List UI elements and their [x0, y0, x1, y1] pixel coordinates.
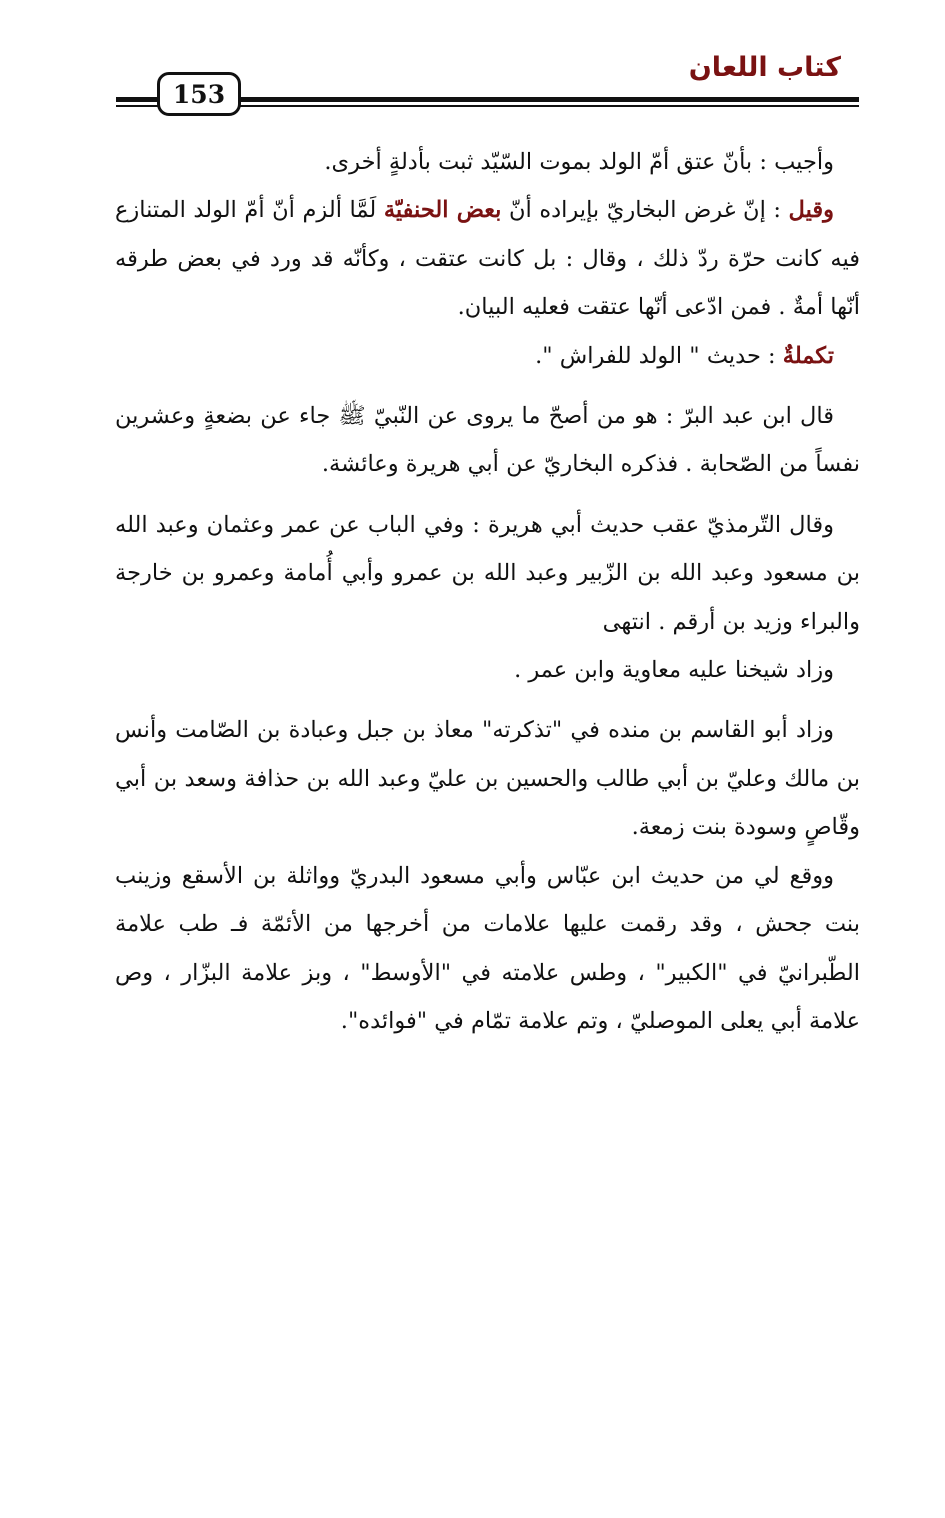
- paragraph-text: قال ابن عبد البرّ : هو من أصحّ ما يروى عن النّبيّ ﷺ جاء عن بضعةٍ وعشرين نفساً من الصّحابة . فذكره البخاريّ عن أبي هريرة وعائشة.: [115, 403, 860, 478]
- paragraph-answer: [115, 138, 860, 186]
- paragraph-ibn-mandah: [115, 706, 860, 851]
- page-body: [115, 138, 860, 1045]
- paragraph-text: وقال التّرمذيّ عقب حديث أبي هريرة : وفي الباب عن عمر وعثمان وعبد الله بن مسعود وعبد الله بن الزّبير وعبد الله بن عمرو وأبي أُمامة وعمرو بن خارجة والبراء وزيد بن أرقم . انتهى: [115, 511, 860, 635]
- paragraph-qila: [115, 186, 860, 331]
- paragraph-lead: تكملةٌ: [782, 342, 834, 369]
- paragraph-emphasis: بعض الحنفيّة: [383, 197, 502, 224]
- paragraph-text: ووقع لي من حديث ابن عبّاس وأبي مسعود البدريّ وواثلة بن الأسقع وزينب بنت جحش ، وقد رقمت عليها علامات من أخرجها من الأئمّة فـ طب علامة الطّبرانيّ في "الكبير" ، وطس علامته في "الأوسط" ، وبز علامة البزّار ، وص علامة أبي يعلى الموصليّ ، وتم علامة تمّام في "فوائده".: [115, 862, 860, 1034]
- page-header: [0, 0, 945, 130]
- paragraph-takmila: [115, 332, 860, 380]
- paragraph-text: : إنّ غرض البخاريّ بإيراده أنّ: [501, 197, 789, 224]
- paragraph-tail: لَمَّا ألزم أنّ أمّ الولد المتنازع فيه كانت حرّة ردّ ذلك ، وقال : بل كانت عتقت ، وكأنّه قد ورد في بعض طرقه أنّها أمةٌ . فمن ادّعى أنّها عتقت فعليه البيان.: [115, 197, 860, 321]
- chapter-title: كتاب اللعان: [688, 52, 841, 83]
- page-number: 153: [157, 72, 241, 116]
- paragraph-ibn-abd-albarr: [115, 392, 860, 489]
- paragraph-waqaa-li: [115, 852, 860, 1046]
- paragraph-lead: وقيل: [788, 197, 834, 224]
- paragraph-text: وأجيب : بأنّ عتق أمّ الولد بموت السّيّد ثبت بأدلةٍ أخرى.: [324, 149, 834, 175]
- paragraph-shaykhuna: [115, 646, 860, 694]
- paragraph-text: : حديث " الولد للفراش ".: [535, 342, 783, 369]
- paragraph-text: وزاد شيخنا عليه معاوية وابن عمر .: [514, 657, 834, 684]
- paragraph-tirmidhi: [115, 501, 860, 646]
- paragraph-text: وزاد أبو القاسم بن منده في "تذكرته" معاذ بن جبل وعبادة بن الصّامت وأنس بن مالك وعليّ بن أبي طالب والحسين بن عليّ وعبد الله بن حذافة وسعد بن أبي وقّاصٍ وسودة بنت زمعة.: [115, 717, 860, 841]
